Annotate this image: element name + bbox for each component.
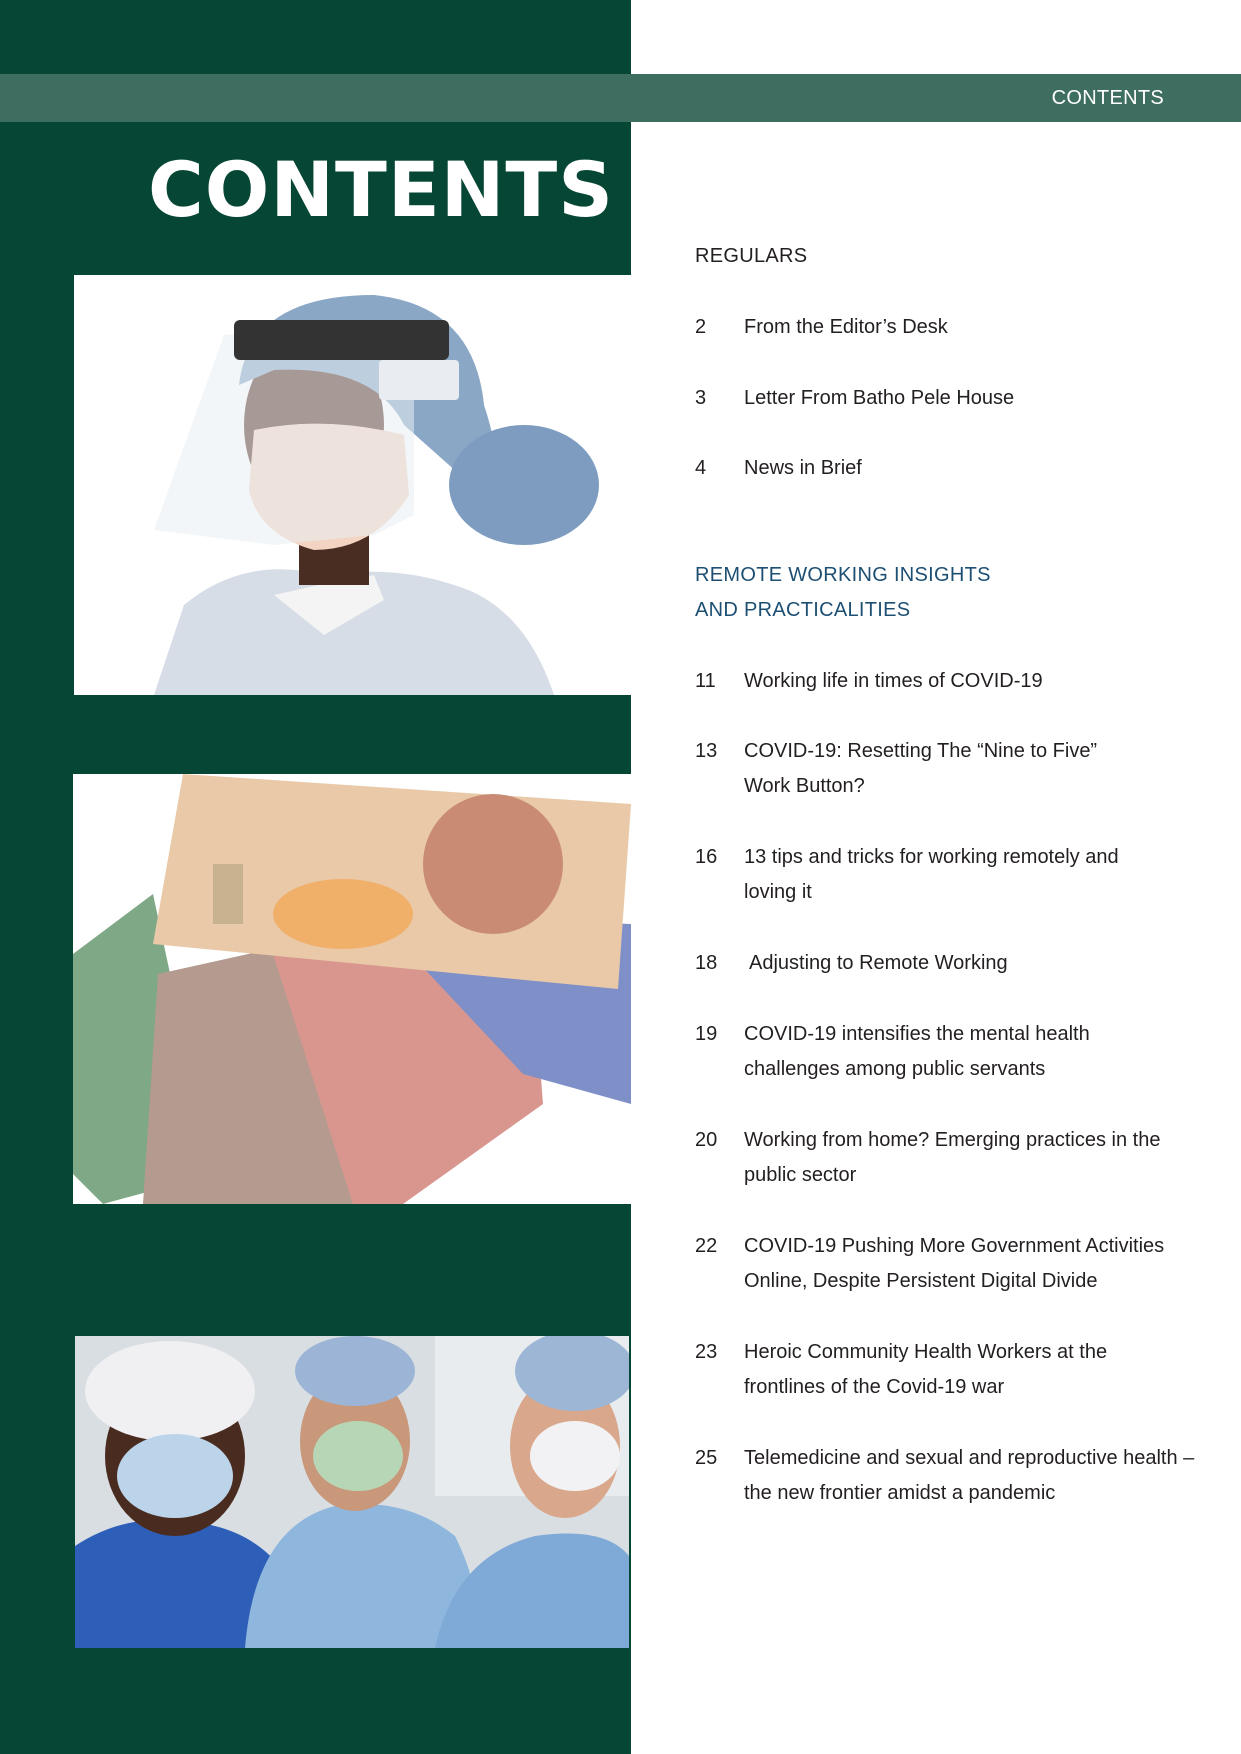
toc-page-number: 11 <box>695 670 716 692</box>
toc-entry-title: Telemedicine and sexual and reproductive health – the new frontier amidst a pandemic <box>744 1447 1195 1504</box>
toc-page-number: 16 <box>695 846 718 868</box>
toc-entry-title: Adjusting to Remote Working <box>749 952 1008 974</box>
toc-page-number: 22 <box>695 1235 718 1257</box>
toc-entry-title: COVID-19 intensifies the mental health challenges among public servants <box>744 1023 1090 1080</box>
section-heading-regulars: REGULARS <box>695 245 808 267</box>
toc-page-number: 18 <box>695 952 718 974</box>
toc-entry-title: COVID-19: Resetting The “Nine to Five” Work Button? <box>744 740 1098 797</box>
toc-entry-title: Letter From Batho Pele House <box>744 387 1015 409</box>
toc-entry-title: COVID-19 Pushing More Government Activities Online, Despite Persistent Digital Divide <box>744 1235 1165 1292</box>
photo-healthcare-worker <box>74 275 631 695</box>
section-heading-line: AND PRACTICALITIES <box>695 599 911 621</box>
toc-page-number: 13 <box>695 740 718 762</box>
toc-page-number: 2 <box>695 316 707 338</box>
section-heading-line: REMOTE WORKING INSIGHTS <box>695 564 991 586</box>
toc-entry-title: 13 tips and tricks for working remotely and loving it <box>744 846 1119 903</box>
toc-entry-title: Working life in times of COVID-19 <box>744 670 1043 692</box>
toc-page-number: 19 <box>695 1023 718 1045</box>
toc-page-number: 3 <box>695 387 707 409</box>
header-band-label: CONTENTS <box>1051 87 1164 109</box>
toc-page-number: 20 <box>695 1129 718 1151</box>
toc-entry-title: Heroic Community Health Workers at the frontlines of the Covid-19 war <box>744 1341 1108 1398</box>
toc-entry-title: From the Editor’s Desk <box>744 316 948 338</box>
page-title: CONTENTS <box>148 145 614 234</box>
toc-entry-title: Working from home? Emerging practices in the public sector <box>744 1129 1161 1186</box>
toc-page-number: 4 <box>695 457 707 479</box>
photo-medical-staff <box>75 1336 629 1648</box>
toc-page-number: 25 <box>695 1447 718 1469</box>
section-heading-remote-working <box>695 558 1055 628</box>
toc-page-number: 23 <box>695 1341 718 1363</box>
toc-entry-title: News in Brief <box>744 457 862 479</box>
photo-banknotes <box>73 774 631 1204</box>
